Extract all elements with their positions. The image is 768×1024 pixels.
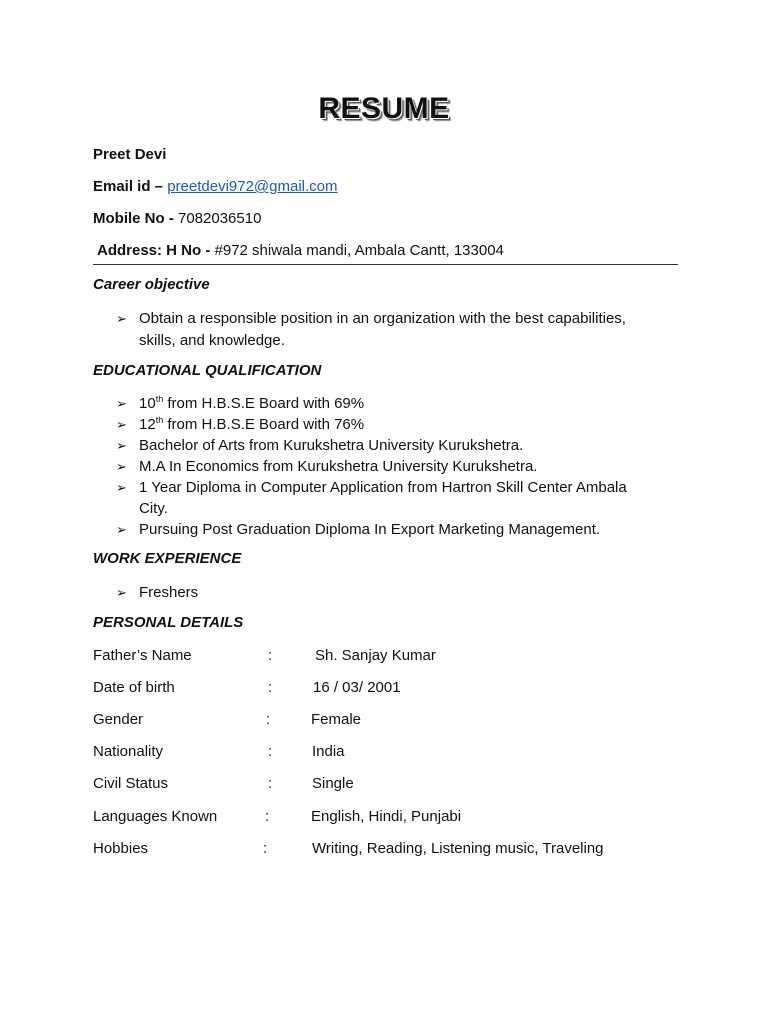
resume-title: RESUME [318,92,450,125]
education-item-suffix: th [155,394,164,404]
personal-separator: : [265,808,270,825]
work-item-text: Freshers [139,584,199,601]
email-label: Email id – [93,178,168,195]
personal-row-civil-status [93,775,693,795]
education-item-text: M.A In Economics from Kurukshetra University Kurukshetra. [139,458,538,475]
education-item-text: Pursuing Post Graduation Diploma In Export Marketing Management. [139,521,601,538]
address-line [97,242,504,259]
personal-separator: : [268,743,273,760]
list-item [116,456,656,477]
mobile-line [93,210,261,227]
address-label: Address: H No - [97,242,215,259]
list-item [116,582,656,603]
arrow-bullet-icon: ➢ [116,522,127,537]
personal-separator: : [266,711,271,728]
personal-label: Father’s Name [93,647,192,664]
arrow-bullet-icon: ➢ [116,311,127,326]
personal-value: English, Hindi, Punjabi [311,808,462,825]
personal-value: 16 / 03/ 2001 [313,679,401,696]
list-item [116,477,656,519]
mobile-label: Mobile No - [93,210,178,227]
arrow-bullet-icon: ➢ [116,585,127,600]
arrow-bullet-icon: ➢ [116,459,127,474]
education-item-text: from H.B.S.E Board with 76% [163,416,365,433]
personal-label: Civil Status [93,775,169,792]
personal-value: India [312,743,345,760]
arrow-bullet-icon: ➢ [116,480,127,495]
mobile-value: 7082036510 [178,210,262,227]
address-value: #972 shiwala mandi, Ambala Cantt, 133004 [214,242,504,259]
email-link[interactable]: preetdevi972@gmail.com [167,178,338,195]
education-item-suffix: th [155,415,164,425]
list-item [116,435,656,456]
arrow-bullet-icon: ➢ [116,438,127,453]
career-heading: Career objective [93,276,210,293]
personal-row-fathers-name [93,647,693,667]
personal-label: Date of birth [93,679,175,696]
education-item-text: 1 Year Diploma in Computer Application from Hartron Skill Center Ambala City. [139,479,627,517]
personal-separator: : [268,775,273,792]
list-item [116,393,656,414]
arrow-bullet-icon: ➢ [116,396,127,411]
education-item-number: 10 [139,395,156,412]
list-item [116,414,656,435]
personal-label: Nationality [93,743,164,760]
personal-label: Languages Known [93,808,218,825]
personal-value: Single [312,775,354,792]
list-item [116,308,656,352]
applicant-name: Preet Devi [93,146,167,163]
personal-separator: : [263,840,268,857]
work-heading: WORK EXPERIENCE [93,550,242,567]
personal-separator: : [268,679,273,696]
education-heading: EDUCATIONAL QUALIFICATION [93,362,322,379]
personal-value: Writing, Reading, Listening music, Traveling [312,840,604,857]
personal-separator: : [268,647,273,664]
personal-row-gender [93,711,693,731]
education-item-number: 12 [139,416,156,433]
personal-row-hobbies [93,840,693,860]
personal-value: Female [311,711,362,728]
arrow-bullet-icon: ➢ [116,417,127,432]
career-objective-text: Obtain a responsible position in an organization with the best capabilities, skills, and knowledge. [139,310,626,349]
personal-row-nationality [93,743,693,763]
personal-heading: PERSONAL DETAILS [93,614,244,631]
header-divider [93,264,678,265]
personal-label: Hobbies [93,840,149,857]
email-line [93,178,338,195]
personal-row-languages-known [93,808,693,828]
education-item-text: Bachelor of Arts from Kurukshetra University Kurukshetra. [139,437,524,454]
education-item-text: from H.B.S.E Board with 69% [163,395,365,412]
personal-row-date-of-birth [93,679,693,699]
personal-value: Sh. Sanjay Kumar [315,647,436,664]
personal-label: Gender [93,711,144,728]
list-item [116,519,656,540]
